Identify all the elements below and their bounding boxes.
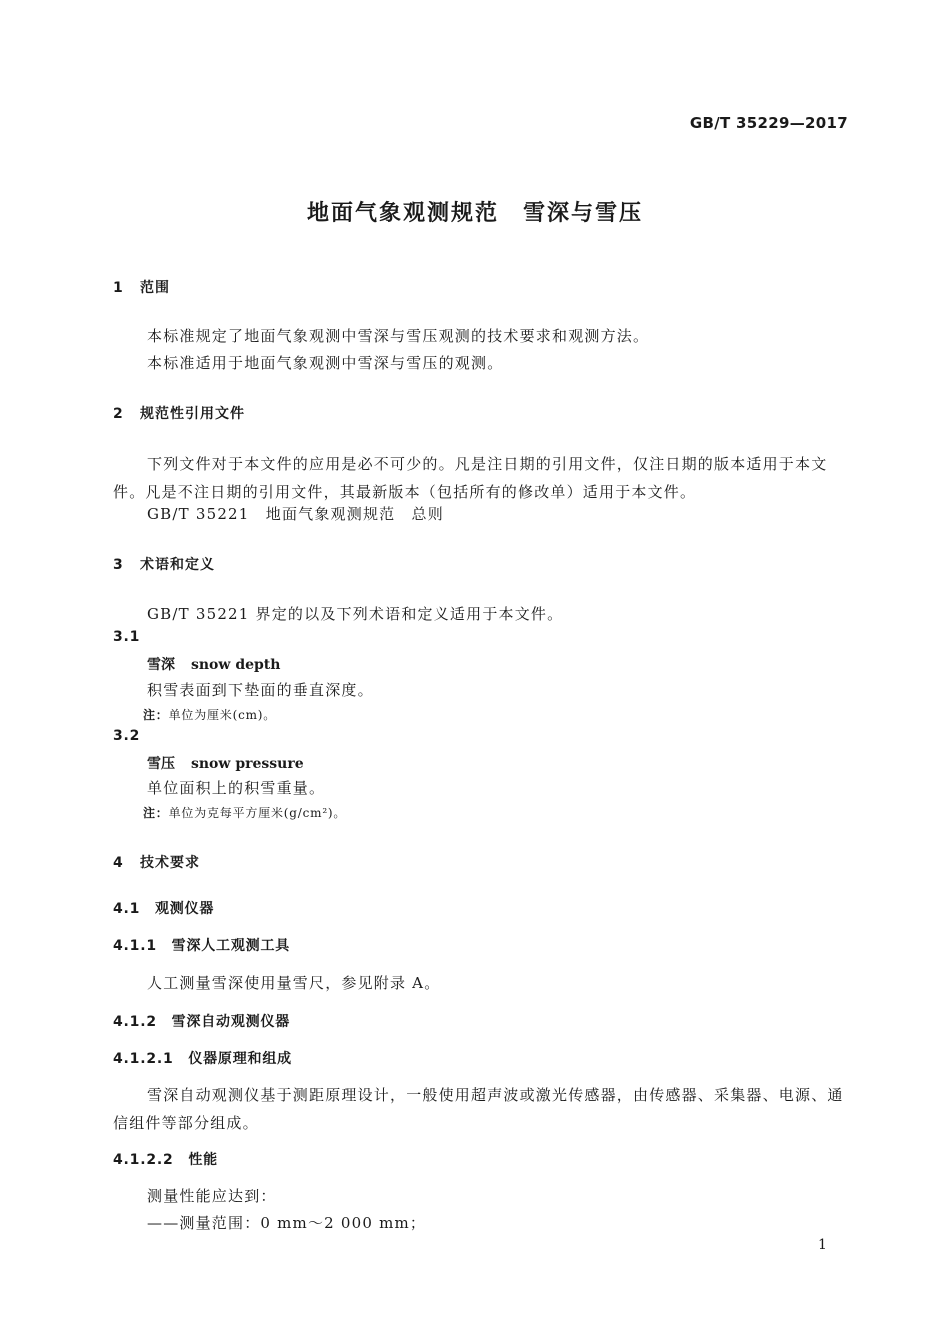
section-3-heading: 3 术语和定义 (113, 557, 215, 573)
normative-reference: GB/T 35221 地面气象观测规范 总则 (147, 505, 444, 523)
subsection-heading: 4.1.2.2 性能 (113, 1152, 218, 1168)
list-item: ——测量范围：0 mm～2 000 mm； (147, 1214, 427, 1232)
term-definition: 单位面积上的积雪重量。 (147, 779, 326, 797)
paragraph: 测量性能应达到： (147, 1187, 277, 1205)
subsection-heading: 4.1.2 雪深自动观测仪器 (113, 1014, 291, 1030)
standard-number: GB/T 35229—2017 (689, 114, 848, 132)
term-definition: 积雪表面到下垫面的垂直深度。 (147, 681, 374, 699)
paragraph: 本标准规定了地面气象观测中雪深与雪压观测的技术要求和观测方法。 (147, 327, 650, 345)
term-number: 3.1 (113, 629, 141, 645)
paragraph: 下列文件对于本文件的应用是必不可少的。凡是注日期的引用文件，仅注日期的版本适用于本文件。凡是不注日期的引用文件，其最新版本（包括所有的修改单）适用于本文件。 (113, 455, 828, 501)
paragraph: 雪深自动观测仪基于测距原理设计，一般使用超声波或激光传感器，由传感器、采集器、电源、通信组件等部分组成。 (113, 1086, 844, 1132)
subsection-heading: 4.1 观测仪器 (113, 901, 215, 917)
paragraph: GB/T 35221 界定的以及下列术语和定义适用于本文件。 (147, 605, 564, 623)
subsection-heading: 4.1.2.1 仪器原理和组成 (113, 1051, 292, 1067)
term-title: 雪压 snow pressure (147, 756, 304, 772)
section-1-heading: 1 范围 (113, 280, 170, 296)
term-note: 注：单位为厘米(cm)。 (143, 708, 277, 722)
section-2-heading: 2 规范性引用文件 (113, 406, 245, 422)
term-title: 雪深 snow depth (147, 657, 281, 673)
document-title: 地面气象观测规范 雪深与雪压 (306, 201, 643, 226)
section-4-heading: 4 技术要求 (113, 855, 200, 871)
term-note: 注：单位为克每平方厘米(g/cm²)。 (143, 806, 347, 820)
paragraph: 人工测量雪深使用量雪尺，参见附录 A。 (147, 974, 441, 992)
page-number: 1 (818, 1237, 827, 1253)
term-number: 3.2 (113, 728, 141, 744)
subsection-heading: 4.1.1 雪深人工观测工具 (113, 938, 291, 954)
paragraph: 本标准适用于地面气象观测中雪深与雪压的观测。 (147, 354, 504, 372)
